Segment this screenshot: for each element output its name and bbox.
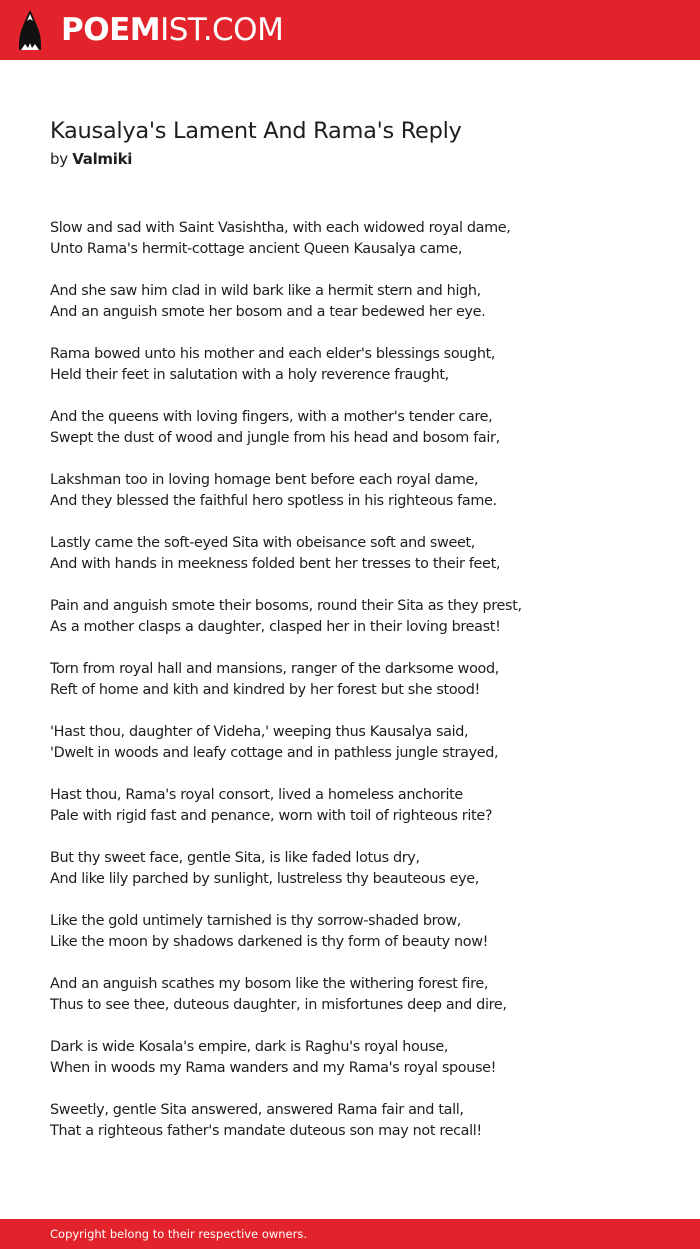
site-footer bbox=[0, 1219, 700, 1249]
poem-line: Rama bowed unto his mother and each elder's blessings sought, bbox=[50, 346, 496, 362]
poem-line: As a mother clasps a daughter, clasped her in their loving breast! bbox=[50, 619, 501, 635]
poem-author: Valmiki bbox=[72, 150, 133, 168]
poem-stanza bbox=[50, 407, 670, 449]
site-logo[interactable] bbox=[61, 11, 283, 49]
by-label: by bbox=[50, 150, 68, 168]
poem-line: Sweetly, gentle Sita answered, answered Rama fair and tall, bbox=[50, 1102, 464, 1118]
poem-title: Kausalya's Lament And Rama's Reply bbox=[50, 118, 462, 144]
poem-stanza bbox=[50, 344, 670, 386]
poem-line: Like the moon by shadows darkened is thy form of beauty now! bbox=[50, 934, 489, 950]
pen-nib-icon[interactable] bbox=[18, 9, 42, 51]
site-header bbox=[0, 0, 700, 60]
poem-line: 'Dwelt in woods and leafy cottage and in pathless jungle strayed, bbox=[50, 745, 499, 761]
poem-stanza bbox=[50, 533, 670, 575]
poem-line: Torn from royal hall and mansions, ranger of the darksome wood, bbox=[50, 661, 500, 677]
poem-body bbox=[50, 218, 670, 1163]
poem-line: Thus to see thee, duteous daughter, in misfortunes deep and dire, bbox=[50, 997, 507, 1013]
poem-line: And with hands in meekness folded bent her tresses to their feet, bbox=[50, 556, 501, 572]
poem-line: But thy sweet face, gentle Sita, is like faded lotus dry, bbox=[50, 850, 420, 866]
poem-line: And like lily parched by sunlight, lustreless thy beauteous eye, bbox=[50, 871, 479, 887]
poem-line: When in woods my Rama wanders and my Rama's royal spouse! bbox=[50, 1060, 497, 1076]
copyright-text: Copyright belong to their respective owners. bbox=[50, 1227, 308, 1241]
poem-stanza bbox=[50, 659, 670, 701]
poem-stanza bbox=[50, 470, 670, 512]
poem-line: Swept the dust of wood and jungle from his head and bosom fair, bbox=[50, 430, 500, 446]
poem-line: 'Hast thou, daughter of Videha,' weeping thus Kausalya said, bbox=[50, 724, 469, 740]
poem-line: Held their feet in salutation with a holy reverence fraught, bbox=[50, 367, 449, 383]
poem-stanza bbox=[50, 785, 670, 827]
poem-line: Lastly came the soft-eyed Sita with obeisance soft and sweet, bbox=[50, 535, 475, 551]
poem-line: And she saw him clad in wild bark like a hermit stern and high, bbox=[50, 283, 481, 299]
poem-line: Unto Rama's hermit-cottage ancient Queen Kausalya came, bbox=[50, 241, 463, 257]
poem-stanza bbox=[50, 848, 670, 890]
poem-line: Pain and anguish smote their bosoms, round their Sita as they prest, bbox=[50, 598, 522, 614]
logo-bold-text: POEM bbox=[61, 12, 161, 48]
poem-line: And an anguish smote her bosom and a tear bedewed her eye. bbox=[50, 304, 486, 320]
poem-line: And an anguish scathes my bosom like the withering forest fire, bbox=[50, 976, 489, 992]
poem-line: Hast thou, Rama's royal consort, lived a homeless anchorite bbox=[50, 787, 463, 803]
poem-line: Dark is wide Kosala's empire, dark is Raghu's royal house, bbox=[50, 1039, 449, 1055]
poem-line: Like the gold untimely tarnished is thy sorrow-shaded brow, bbox=[50, 913, 461, 929]
poem-byline bbox=[50, 148, 132, 170]
poem-stanza bbox=[50, 596, 670, 638]
poem-stanza bbox=[50, 911, 670, 953]
poem-line: Pale with rigid fast and penance, worn with toil of righteous rite? bbox=[50, 808, 493, 824]
poem-stanza bbox=[50, 1100, 670, 1142]
poem-stanza bbox=[50, 281, 670, 323]
poem-line: Reft of home and kith and kindred by her forest but she stood! bbox=[50, 682, 480, 698]
poem-line: And they blessed the faithful hero spotless in his righteous fame. bbox=[50, 493, 497, 509]
poem-stanza bbox=[50, 218, 670, 260]
logo-light-text: IST.COM bbox=[160, 12, 284, 48]
poem-stanza bbox=[50, 974, 670, 1016]
poem-line: That a righteous father's mandate duteous son may not recall! bbox=[50, 1123, 482, 1139]
poem-stanza bbox=[50, 1037, 670, 1079]
poem-stanza bbox=[50, 722, 670, 764]
poem-line: Lakshman too in loving homage bent before each royal dame, bbox=[50, 472, 479, 488]
poem-line: Slow and sad with Saint Vasishtha, with each widowed royal dame, bbox=[50, 220, 511, 236]
poem-line: And the queens with loving fingers, with a mother's tender care, bbox=[50, 409, 493, 425]
